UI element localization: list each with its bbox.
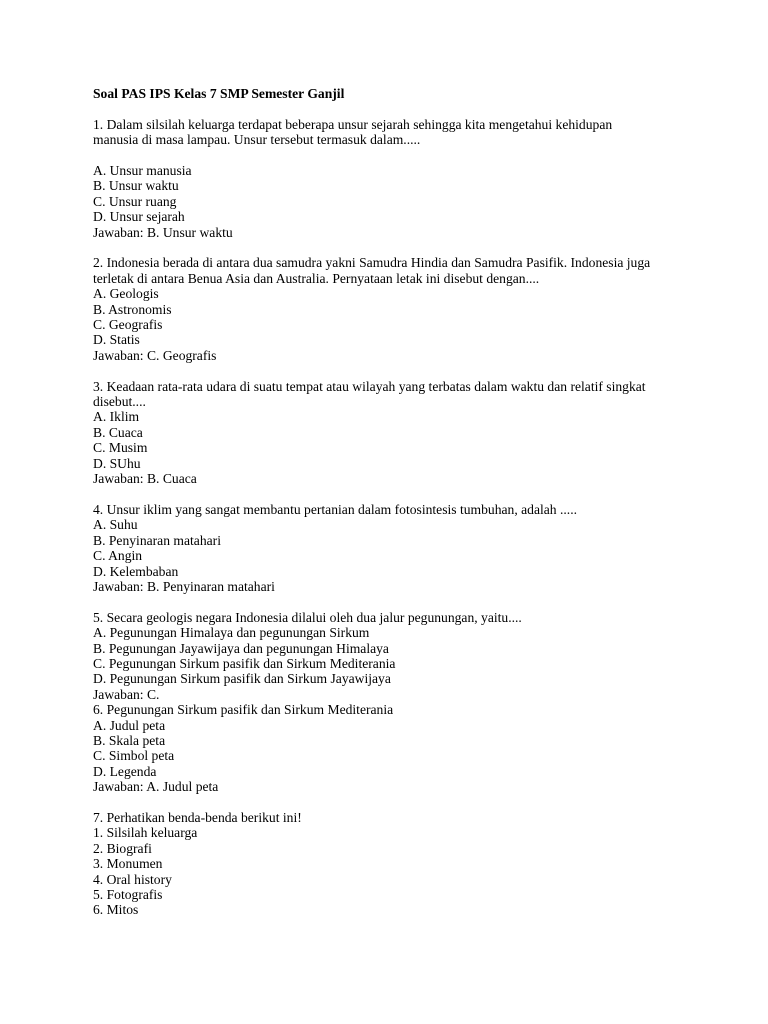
question-text: 5. Secara geologis negara Indonesia dilalui oleh dua jalur pegunungan, yaitu.... — [93, 609, 522, 625]
answer-option: B. Penyinaran matahari — [93, 532, 221, 548]
list-item: 2. Biografi — [93, 840, 152, 856]
answer-option: C. Angin — [93, 548, 143, 564]
answer-option: C. Geografis — [93, 317, 163, 333]
answer-option: A. Suhu — [93, 517, 138, 533]
question-text: 6. Pegunungan Sirkum pasifik dan Sirkum Mediterania — [93, 702, 394, 718]
list-item: 4. Oral history — [93, 871, 172, 887]
answer-key: Jawaban: B. Cuaca — [93, 471, 197, 487]
answer-key: Jawaban: C. — [93, 686, 160, 702]
question-text: 1. Dalam silsilah keluarga terdapat beberapa unsur sejarah sehingga kita mengetahui kehidupan — [93, 116, 613, 132]
question-1 — [93, 117, 693, 256]
question-text: 3. Keadaan rata-rata udara di suatu tempat atau wilayah yang terbatas dalam waktu dan relatif singkat — [93, 378, 646, 394]
question-text: 2. Indonesia berada di antara dua samudra yakni Samudra Hindia dan Samudra Pasifik. Indonesia juga — [93, 255, 651, 271]
answer-option: C. Pegunungan Sirkum pasifik dan Sirkum Mediterania — [93, 655, 396, 671]
question-text: disebut.... — [93, 394, 146, 410]
answer-option: A. Unsur manusia — [93, 162, 192, 178]
question-2 — [93, 255, 693, 378]
answer-key: Jawaban: C. Geografis — [93, 347, 217, 363]
answer-option: A. Judul peta — [93, 717, 166, 733]
answer-key: Jawaban: B. Penyinaran matahari — [93, 578, 275, 594]
question-6 — [93, 702, 693, 810]
question-text: terletak di antara Benua Asia dan Australia. Pernyataan letak ini disebut dengan.... — [93, 270, 540, 286]
answer-option: D. Legenda — [93, 763, 157, 779]
answer-key: Jawaban: A. Judul peta — [93, 779, 219, 795]
answer-option: D. SUhu — [93, 455, 141, 471]
answer-option: B. Cuaca — [93, 424, 143, 440]
answer-option: B. Pegunungan Jayawijaya dan pegunungan Himalaya — [93, 640, 389, 656]
question-4 — [93, 502, 693, 610]
answer-option: D. Unsur sejarah — [93, 209, 185, 225]
list-item: 5. Fotografis — [93, 887, 163, 902]
question-5 — [93, 610, 693, 702]
answer-option: A. Iklim — [93, 409, 140, 425]
answer-option: A. Pegunungan Himalaya dan pegunungan Sirkum — [93, 625, 370, 641]
list-item: 3. Monumen — [93, 856, 163, 872]
answer-option: B. Astronomis — [93, 301, 172, 317]
question-3 — [93, 379, 693, 502]
list-item: 6. Mitos — [93, 902, 139, 918]
answer-option: D. Statis — [93, 332, 140, 348]
question-7 — [93, 810, 693, 918]
answer-option: C. Simbol peta — [93, 748, 175, 764]
answer-option: B. Skala peta — [93, 732, 166, 748]
answer-option: D. Pegunungan Sirkum pasifik dan Sirkum Jayawijaya — [93, 671, 391, 687]
list-item: 1. Silsilah keluarga — [93, 825, 198, 841]
document-content — [93, 86, 693, 918]
answer-option: A. Geologis — [93, 286, 159, 302]
question-text: manusia di masa lampau. Unsur tersebut termasuk dalam..... — [93, 132, 421, 148]
answer-option: D. Kelembaban — [93, 563, 179, 579]
answer-option: C. Musim — [93, 440, 148, 456]
document-title: Soal PAS IPS Kelas 7 SMP Semester Ganjil — [93, 86, 345, 101]
answer-key: Jawaban: B. Unsur waktu — [93, 224, 233, 240]
question-text: 7. Perhatikan benda-benda berikut ini! — [93, 809, 302, 825]
question-text: 4. Unsur iklim yang sangat membantu pertanian dalam fotosintesis tumbuhan, adalah ..... — [93, 501, 577, 517]
answer-option: C. Unsur ruang — [93, 193, 177, 209]
answer-option: B. Unsur waktu — [93, 178, 179, 194]
